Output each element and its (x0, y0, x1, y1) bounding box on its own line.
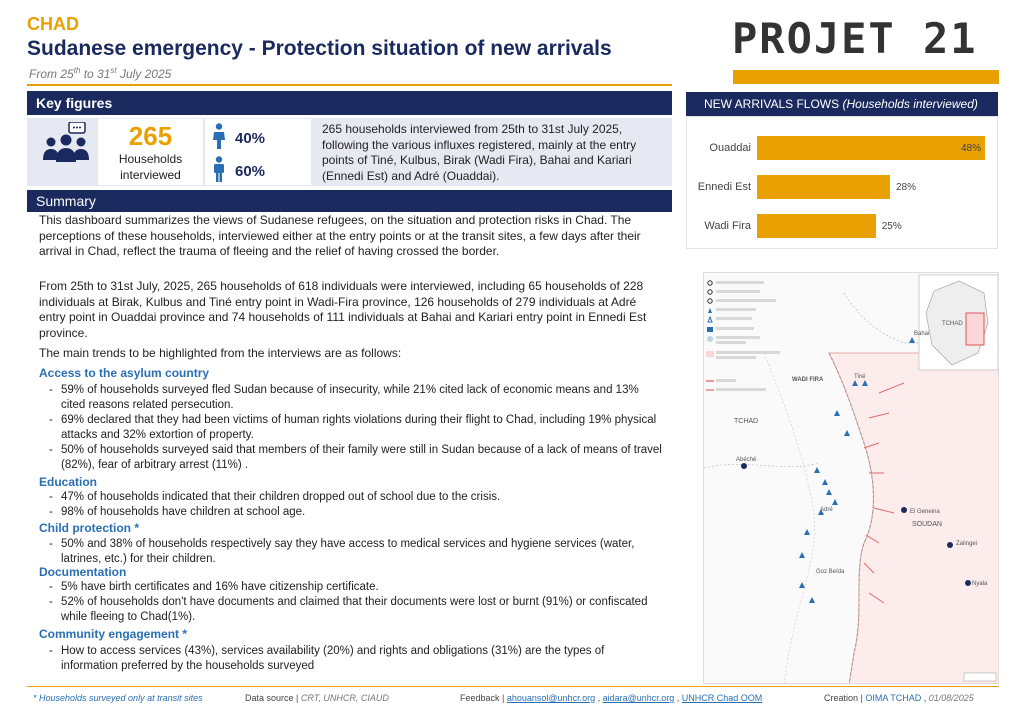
list-item: - 69% declared that they had been victims of human rights violations during their flight to Chad, including 19% physical attacks and 32% extortion of property. (49, 413, 663, 443)
footer-creation: Creation | OIMA TCHAD , 01/08/2025 (824, 693, 974, 703)
access-list (49, 383, 663, 473)
section-heading-child-protection: Child protection * (39, 521, 139, 535)
list-item: - 59% of households surveyed fled Sudan because of insecurity, while 21% cited lack of economic means and 13% cited reasons related persecution. (49, 383, 663, 413)
country-label: CHAD (27, 14, 79, 34)
map-inset-label: TCHAD (942, 321, 963, 327)
bar-value-label: 48% (961, 143, 982, 154)
section-heading-education: Education (39, 475, 98, 489)
map-label-soudan: SOUDAN (912, 521, 942, 528)
projet21-logo: PROJET 21 (732, 14, 978, 63)
bar-mark (757, 175, 890, 199)
logo-bar (733, 70, 999, 84)
bar-mark (757, 214, 876, 238)
map-label-chad: TCHAD (734, 418, 759, 425)
households-label: Households interviewed (118, 152, 183, 182)
map-place: Tiné (854, 374, 866, 380)
footer-feedback: Feedback | ahouansol@unhcr.org , aidara@unhcr.org , UNHCR Chad OOM (460, 693, 763, 703)
map-panel (703, 272, 999, 684)
summary-detail: From 25th to 31st July, 2025, 265 households of 618 individuals were interviewed, including 65 households of 228 individuals at Birak, Kulbus and Tiné entry point in Wadi-Fira province, 126 households of 279 individuals at Adré entry point in Ouaddai province and 74 households of 111 individuals at Bahai and Kariari entry point in Ennedi Est province. (39, 279, 647, 340)
oom-link[interactable]: UNHCR Chad OOM (681, 693, 763, 703)
summary-heading: Summary (27, 190, 672, 212)
map-place: Zalingei (956, 541, 978, 547)
footer-data-source: Data source | CRT, UNHCR, CIAUD (245, 693, 389, 703)
map-place: Bahai (914, 331, 930, 337)
map-place: Adré (820, 507, 833, 513)
email-link-1[interactable]: ahouansol@unhcr.org (506, 693, 596, 703)
male-percentage: 60% (235, 163, 266, 180)
female-percentage: 40% (235, 130, 266, 147)
list-item: - How to access services (43%), services availability (20%) and rights and obligations (31%) are the types of information preferred by the households surveyed (49, 644, 663, 674)
summary-intro: This dashboard summarizes the views of Sudanese refugees, on the situation and protection risks in Chad. The perceptions of these households, interviewed either at the entry points or at the transit sites, a few days after their arrival in Chad, reflect the trauma of fleeing and the relief of having crossed the border. (39, 213, 641, 258)
bar-category-label: Ennedi Est (697, 181, 751, 193)
email-link-2[interactable]: aidara@unhcr.org (602, 693, 675, 703)
bar-category-label: Ouaddai (709, 142, 751, 154)
map-place: Abéché (736, 457, 757, 463)
map-label-wadi-fira: WADI FIRA (792, 377, 824, 383)
list-item: - 52% of households don't have documents and claimed that their documents were lost or burnt (91%) or confiscated while fleeing to Chad(1%). (49, 595, 663, 625)
male-icon (212, 156, 226, 182)
list-item: - 50% and 38% of households respectively say they have access to medical services and hygiene services (water, latrines, etc.) for their children. (49, 537, 663, 567)
header-rule (27, 84, 672, 86)
map-place: Goz Beïda (816, 569, 845, 575)
documentation-list (49, 580, 663, 625)
footer-note: * Households surveyed only at transit sites (33, 693, 203, 703)
female-icon (212, 123, 226, 149)
section-heading-documentation: Documentation (39, 565, 127, 579)
key-figures-description: 265 households interviewed from 25th to 31st July 2025, following the various influxes registered, mainly at the entry points of Tiné, Kulbus, Birak (Wadi Fira), Bahai and Kariari (Ennedi Est) and Adré (Ouaddai). (322, 122, 637, 183)
footer-rule (27, 686, 999, 687)
list-item: - 47% of households indicated that their children dropped out of school due to the crisis. (49, 490, 663, 505)
education-list (49, 490, 663, 520)
section-heading-access: Access to the asylum country (39, 366, 210, 380)
list-item: - 5% have birth certificates and 16% have citizenship certificate. (49, 580, 663, 595)
map-place: Nyala (972, 581, 988, 587)
map-place: El Geneina (910, 509, 940, 515)
trends-intro: The main trends to be highlighted from the interviews are as follows: (39, 346, 402, 360)
bar-mark (757, 136, 985, 160)
list-item: - 98% of households have children at school age. (49, 505, 663, 520)
chad-sudan-map (704, 273, 999, 684)
list-item: - 50% of households surveyed said that members of their family were still in Sudan because of a lack of means of travel (82%), fear of arbitrary arrest (11%) . (49, 443, 663, 473)
people-group-icon (42, 122, 90, 164)
community-list (49, 644, 663, 674)
key-figures-heading: Key figures (27, 91, 672, 115)
bar-value-label: 25% (881, 221, 902, 232)
section-heading-community: Community engagement * (39, 627, 188, 641)
flows-heading: NEW ARRIVALS FLOWS (Households interviewed) (686, 92, 998, 116)
page-subtitle: From 25th to 31st July 2025 (29, 66, 172, 81)
households-count: 265 (128, 121, 173, 151)
bar-value-label: 28% (896, 182, 917, 193)
bar-category-label: Wadi Fira (704, 220, 751, 232)
child-protection-list (49, 537, 663, 567)
page-title: Sudanese emergency - Protection situation of new arrivals (27, 37, 612, 60)
